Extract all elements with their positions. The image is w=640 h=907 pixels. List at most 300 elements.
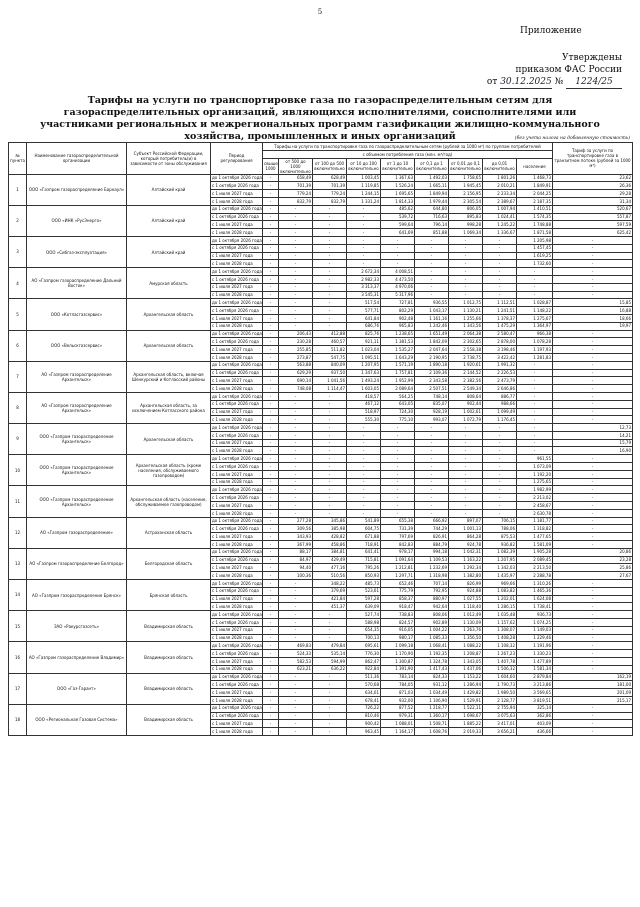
number-label: № (554, 77, 564, 87)
tariff-cell: - (415, 502, 449, 510)
tariff-cell: - (553, 275, 633, 283)
tariff-cell: 961,55 (517, 455, 553, 463)
tariff-cell: - (279, 728, 313, 736)
tariff-cell: 1 108,32 (483, 642, 517, 650)
tariff-cell: - (279, 307, 313, 315)
tariff-cell: - (553, 338, 633, 346)
tariff-cell: - (313, 673, 347, 681)
tariff-cell: 686,76 (347, 322, 381, 330)
tariff-cell: - (263, 650, 279, 658)
tariff-cell: 518,97 (347, 408, 381, 416)
tariff-cell: 808,64 (449, 392, 483, 400)
org-name: ООО «Газ-Гарант» (27, 673, 127, 704)
tariff-cell: 2 190,95 (415, 353, 449, 361)
tariff-cell: - (553, 502, 633, 510)
tariff-cell: - (263, 564, 279, 572)
period-cell: с 1 июля 2028 года (211, 260, 263, 268)
tariff-cell: 541,89 (347, 517, 381, 525)
tariff-cell: - (483, 275, 517, 283)
tariff-cell: 921,11 (347, 338, 381, 346)
tariff-cell: 201,09 (553, 689, 633, 697)
tariff-cell: - (313, 463, 347, 471)
tariff-cell: - (279, 455, 313, 463)
tariff-cell: 367,99 (279, 541, 313, 549)
tariff-cell: - (553, 658, 633, 666)
tariff-cell: - (381, 455, 415, 463)
tariff-cell: 2 549,34 (449, 385, 483, 393)
tariff-cell: 1 331,24 (347, 197, 381, 205)
tariff-cell: 1 330,23 (517, 650, 553, 658)
tariff-cell: 597,59 (553, 221, 633, 229)
tariff-cell: - (279, 611, 313, 619)
tariff-cell: 797,69 (381, 533, 415, 541)
tariff-cell: - (279, 673, 313, 681)
tariff-cell: 744,29 (415, 525, 449, 533)
tariff-cell: - (553, 236, 633, 244)
tariff-cell: 1 088,01 (381, 720, 415, 728)
tariff-cell: - (415, 431, 449, 439)
tariff-cell: 1 091,64 (381, 556, 415, 564)
tariff-cell: - (483, 494, 517, 502)
tariff-cell: 277,28 (279, 517, 313, 525)
tariff-cell: - (381, 244, 415, 252)
tariff-cell: - (279, 712, 313, 720)
tariff-cell: 2 019,33 (449, 728, 483, 736)
tariff-cell: - (263, 603, 279, 611)
tariff-cell: - (553, 346, 633, 354)
tariff-cell: - (313, 424, 347, 432)
tariff-cell: - (313, 307, 347, 315)
tariff-cell: 2 128,77 (483, 696, 517, 704)
tariff-cell: 875,53 (483, 533, 517, 541)
tariff-cell: 2 064,38 (449, 330, 483, 338)
tariff-cell: 634,01 (347, 689, 381, 697)
tariff-cell: 1 012,49 (449, 611, 483, 619)
tariff-cell: 206,43 (279, 330, 313, 338)
table-row (9, 673, 633, 681)
tariff-cell: 1 130,21 (449, 307, 483, 315)
tariff-cell: - (449, 478, 483, 486)
period-cell: с 1 июля 2028 года (211, 447, 263, 455)
tariff-cell: 858,37 (381, 595, 415, 603)
header-org: Наименование газораспределительной организации (27, 143, 127, 175)
tariff-cell: 564,25 (381, 392, 415, 400)
tariff-cell: - (279, 502, 313, 510)
tariff-cell: - (449, 447, 483, 455)
table-row (9, 361, 633, 369)
tariff-cell: 1 757,81 (381, 369, 415, 377)
tariff-cell: 2 382,56 (449, 377, 483, 385)
tariff-cell: 1 192,20 (517, 470, 553, 478)
period-cell: с 1 октября 2026 года (211, 431, 263, 439)
tariff-cell: - (263, 330, 279, 338)
tariff-cell: 1 408,28 (483, 634, 517, 642)
period-cell: с 1 октября 2026 года (211, 556, 263, 564)
org-name: ООО «Газпром газораспределение Архангельск» (27, 486, 127, 517)
row-number: 18 (9, 704, 27, 735)
region-name: Брянская область (127, 580, 211, 611)
tariff-cell: 604,75 (347, 525, 381, 533)
tariff-cell: 14,21 (553, 431, 633, 439)
tariff-cell: 1 212,81 (381, 564, 415, 572)
tariff-cell: 969,66 (483, 580, 517, 588)
tariff-cell: - (381, 502, 415, 510)
tariff-cell: - (553, 369, 633, 377)
period-cell: до 1 октября 2026 года (212, 518, 262, 524)
tariff-cell: 12,73 (553, 424, 633, 432)
tariff-cell: 458,86 (313, 541, 347, 549)
org-name: АО «Газпром газораспределение Дальний Восток» (27, 268, 127, 299)
row-number: 3 (9, 236, 27, 267)
table-row (9, 174, 633, 182)
period-cell: с 1 июля 2028 года (211, 572, 263, 580)
tariff-cell: 897,07 (449, 517, 483, 525)
tariff-cell: - (415, 470, 449, 478)
tariff-cell: - (483, 431, 517, 439)
tariff-cell: - (553, 268, 633, 276)
period-cell: с 1 июля 2027 года (211, 283, 263, 291)
tariff-cell: 671,88 (347, 533, 381, 541)
tariff-cell: 1 035,48 (483, 611, 517, 619)
tariff-cell: 1 197,93 (517, 346, 553, 354)
tariff-cell: - (415, 252, 449, 260)
tariff-cell: 1 905,28 (517, 548, 553, 556)
tariff-cell: 1 191,96 (517, 642, 553, 650)
tariff-cell: - (449, 431, 483, 439)
tariff-cell: - (553, 595, 633, 603)
period-cell: до 1 октября 2026 года (212, 362, 262, 368)
tariff-cell: 539,72 (381, 213, 415, 221)
period-cell: с 1 июля 2028 года (211, 634, 263, 642)
tariff-cell: - (347, 470, 381, 478)
tariff-cell: 1 027,55 (449, 595, 483, 603)
tariff-cell: - (279, 681, 313, 689)
tariff-cell: - (313, 611, 347, 619)
tariff-cell: - (517, 408, 553, 416)
org-name: ООО «Газпром газораспределение Барнаул» (27, 174, 127, 205)
tariff-cell: - (313, 634, 347, 642)
tariff-cell: - (279, 689, 313, 697)
tariff-cell: 862,47 (347, 658, 381, 666)
tariff-cell: - (313, 236, 347, 244)
tariff-cell: 1 410,51 (517, 205, 553, 213)
period-cell: с 1 октября 2026 года (211, 369, 263, 377)
tariff-cell: - (263, 509, 279, 517)
tariff-cell: 1 651,49 (415, 330, 449, 338)
tariff-cell: 993,07 (415, 416, 449, 424)
tariff-cell: 884,79 (415, 541, 449, 549)
tariff-cell: - (415, 268, 449, 276)
table-row (9, 580, 633, 588)
tariff-cell: - (553, 642, 633, 650)
tariff-cell: - (347, 502, 381, 510)
tariff-cell: 511,36 (347, 673, 381, 681)
tariff-cell: - (263, 252, 279, 260)
tariff-cell: 864,28 (449, 533, 483, 541)
tariff-cell: 1 310,26 (517, 580, 553, 588)
period-cell: с 1 июля 2028 года (211, 322, 263, 330)
tariff-cell: - (263, 377, 279, 385)
period-cell: с 1 июля 2028 года (211, 197, 263, 205)
tariff-cell: 485,73 (347, 580, 381, 588)
tariff-cell: 842,83 (381, 541, 415, 549)
tariff-cell: - (415, 509, 449, 517)
tariff-cell: - (263, 470, 279, 478)
tariff-cell: - (483, 502, 517, 510)
tariff-cell: - (553, 463, 633, 471)
tariff-cell: - (263, 314, 279, 322)
period-cell: с 1 июля 2027 года (211, 377, 263, 385)
tariff-cell: 1 106,90 (415, 696, 449, 704)
period-cell: с 1 июля 2027 года (211, 439, 263, 447)
tariff-cell: 706,15 (483, 517, 517, 525)
tariff-cell: 2 878,00 (483, 338, 517, 346)
period-cell: с 1 июля 2028 года (211, 385, 263, 393)
tariff-cell: - (279, 580, 313, 588)
period-cell: с 1 июля 2027 года (211, 720, 263, 728)
tariff-cell: - (517, 392, 553, 400)
tariff-cell: 84,97 (279, 556, 313, 564)
tariff-cell: 1 074,25 (517, 619, 553, 627)
tariff-cell: 2 187,35 (517, 197, 553, 205)
tariff-cell: 1 114,47 (313, 385, 347, 393)
tariff-cell: - (313, 229, 347, 237)
tariff-cell: 832,79 (279, 197, 313, 205)
tariff-cell: 577,71 (347, 307, 381, 315)
tariff-cell: - (347, 205, 381, 213)
tariff-cell: 1 300,87 (381, 658, 415, 666)
tariff-cell: 1 042,31 (449, 548, 483, 556)
tariff-cell: - (263, 338, 279, 346)
tariff-cell: - (279, 463, 313, 471)
tariff-cell: 2 233,34 (483, 190, 517, 198)
tariff-cell: 1 979,44 (415, 197, 449, 205)
tariff-cell: 792,95 (415, 587, 449, 595)
tariff-cell: - (263, 174, 279, 182)
tariff-cell: 588,98 (347, 619, 381, 627)
period-cell: с 1 октября 2026 года (211, 650, 263, 658)
region-name: Астраханская область (127, 517, 211, 548)
tariff-cell: 979,31 (381, 712, 415, 720)
tariff-cell: - (279, 408, 313, 416)
tariff-cell: - (313, 689, 347, 697)
org-name: АО «Газпром газораспределение Архангельск» (27, 361, 127, 392)
tariff-cell: - (313, 619, 347, 627)
region-name: Архангельская область (кроме населения, обслуживаемого газопроводом) (127, 455, 211, 486)
tariff-cell: 1 643,29 (381, 353, 415, 361)
tariff-cell: - (381, 463, 415, 471)
period-cell: с 1 июля 2028 года (211, 541, 263, 549)
tariff-cell: 902,44 (449, 400, 483, 408)
tariff-cell: 942,64 (415, 603, 449, 611)
tariff-cell: 1 118,40 (449, 603, 483, 611)
tariff-cell: 928,19 (415, 408, 449, 416)
tariff-cell: 1 364,97 (517, 322, 553, 330)
tariff-cell: 641,41 (347, 548, 381, 556)
tariff-cell: 421,84 (313, 595, 347, 603)
tariff-cell: - (553, 541, 633, 549)
tariff-cell: 428,82 (313, 533, 347, 541)
tariff-cell: 1 343,05 (449, 658, 483, 666)
period-cell: до 1 октября 2026 года (212, 549, 262, 555)
tariff-cell: 666,92 (415, 517, 449, 525)
tariff-cell: - (279, 275, 313, 283)
tariff-cell: - (415, 494, 449, 502)
tariff-cell: 1 153,22 (449, 673, 483, 681)
appendix-label: Приложение (520, 26, 582, 36)
table-row (9, 455, 633, 463)
tariff-cell: 451,37 (313, 603, 347, 611)
tariff-cell: 931,12 (415, 681, 449, 689)
tariff-cell: - (263, 556, 279, 564)
tariff-cell: - (381, 509, 415, 517)
row-number: 15 (9, 611, 27, 642)
period-cell: с 1 октября 2026 года (211, 619, 263, 627)
tariff-cell: - (553, 392, 633, 400)
tariff-cell: 701,39 (279, 182, 313, 190)
tariff-cell: 775,10 (381, 416, 415, 424)
tariff-cell: 810,46 (347, 712, 381, 720)
tariff-cell: 701,39 (313, 182, 347, 190)
tariff-cell: 1 012,75 (449, 299, 483, 307)
tariff-cell: 707,14 (415, 580, 449, 588)
tariff-cell: 2 302,65 (449, 338, 483, 346)
period-cell: до 1 октября 2026 года (212, 424, 262, 430)
tariff-cell: - (553, 580, 633, 588)
tariff-cell: 726,22 (347, 704, 381, 712)
tariff-cell: 524,33 (279, 650, 313, 658)
tariff-cell: - (381, 447, 415, 455)
org-name: ООО «Сибгаз-эксплуатация» (27, 236, 127, 267)
order-date: 30.12.2025 (500, 77, 552, 87)
tariff-cell: 936,55 (415, 299, 449, 307)
tariff-cell: - (381, 478, 415, 486)
tariff-cell: - (263, 611, 279, 619)
tariff-cell: - (415, 447, 449, 455)
tariff-cell: - (347, 494, 381, 502)
region-name: Архангельская область, за исключением Котласского района (127, 392, 211, 423)
tariff-cell: - (313, 268, 347, 276)
tariff-cell: - (449, 283, 483, 291)
org-name: ООО «ИНК «РусЭнерго» (27, 205, 127, 236)
tariff-cell: - (263, 400, 279, 408)
tariff-cell: - (263, 634, 279, 642)
tariff-cell: - (483, 455, 517, 463)
tariff-cell: - (263, 642, 279, 650)
tariff-cell: - (415, 463, 449, 471)
tariff-cell: - (449, 439, 483, 447)
tariff-cell: 1 286,15 (483, 603, 517, 611)
period-cell: с 1 июля 2028 года (211, 416, 263, 424)
tariff-cell: - (517, 361, 553, 369)
tariff-cell: - (347, 463, 381, 471)
tariff-cell: 1 695,65 (381, 190, 415, 198)
tariff-cell: 655,38 (381, 517, 415, 525)
period-cell: с 1 октября 2026 года (211, 494, 263, 502)
tariff-cell: 309,56 (279, 525, 313, 533)
tariff-cell: - (553, 587, 633, 595)
period-cell: с 1 октября 2026 года (211, 400, 263, 408)
region-name: Алтайский край (127, 174, 211, 205)
tariff-cell: 343,93 (279, 533, 313, 541)
table-row (9, 392, 633, 400)
tariff-cell: - (347, 244, 381, 252)
tariff-cell: 1 849,94 (415, 190, 449, 198)
tariff-cell: 511,82 (313, 346, 347, 354)
approved-line-2: приказом ФАС России (515, 65, 622, 75)
tariff-cell: 936,82 (483, 541, 517, 549)
tariff-cell: 695,61 (347, 642, 381, 650)
tariff-cell: - (313, 400, 347, 408)
tariff-cell: - (313, 213, 347, 221)
header-group-1: от 500 до 1000 включительно (280, 158, 311, 174)
period-cell: с 1 июля 2028 года (211, 353, 263, 361)
tariff-cell: - (279, 268, 313, 276)
tariff-cell: 582,53 (279, 658, 313, 666)
tariff-cell: 16,90 (553, 447, 633, 455)
tariff-cell: 690,14 (279, 377, 313, 385)
tariff-cell: - (263, 494, 279, 502)
tariff-cell: - (313, 283, 347, 291)
period-cell: до 1 октября 2026 года (212, 705, 262, 711)
tariff-cell: 716,63 (415, 213, 449, 221)
tariff-cell: 1 382,80 (449, 572, 483, 580)
tariff-cell: 1 360,17 (415, 712, 449, 720)
tariff-cell: 1 073,09 (517, 463, 553, 471)
tariff-cell: - (263, 502, 279, 510)
tariff-cell: - (279, 439, 313, 447)
tariff-cell: - (313, 455, 347, 463)
from-label: от (486, 77, 498, 87)
tariff-cell: 2 109,36 (415, 369, 449, 377)
tariff-cell: - (313, 447, 347, 455)
tariff-cell: 623,21 (279, 665, 313, 673)
tariff-cell: - (313, 494, 347, 502)
tariff-cell: - (415, 283, 449, 291)
tariff-cell: 806,05 (449, 205, 483, 213)
header-group-5: от 0,1 до 1 включительно (415, 158, 449, 174)
tariff-cell: 922,84 (347, 665, 381, 673)
tariff-cell: 2 879,84 (517, 673, 553, 681)
tariff-cell: - (483, 439, 517, 447)
period-cell: до 1 октября 2026 года (212, 206, 262, 212)
tariff-cell: - (347, 229, 381, 237)
tariff-cell: - (483, 424, 517, 432)
tariff-cell: 20,86 (553, 548, 633, 556)
tariff-cell: - (263, 533, 279, 541)
tariff-cell: 835,07 (415, 400, 449, 408)
tariff-cell: 1 437,06 (449, 665, 483, 673)
period-cell: с 1 июля 2028 года (211, 478, 263, 486)
tariff-cell: - (449, 236, 483, 244)
tariff-cell: 1 608,76 (415, 728, 449, 736)
period-cell: с 1 июля 2027 года (211, 626, 263, 634)
tariff-cell: - (415, 236, 449, 244)
region-name: Владимирская область (127, 611, 211, 642)
period-cell: с 1 июля 2027 года (211, 314, 263, 322)
tariff-cell: 840,09 (313, 361, 347, 369)
tariff-cell: 1 202,01 (483, 595, 517, 603)
tariff-cell: 1 041,56 (313, 377, 347, 385)
period-cell: с 1 июля 2027 года (211, 221, 263, 229)
tariff-cell: 1 242,46 (415, 322, 449, 330)
period-cell: до 1 октября 2026 года (212, 393, 262, 399)
tariff-cell: 523,61 (347, 587, 381, 595)
tariff-cell: 1 738,41 (517, 603, 553, 611)
tariff-cell: 643,05 (381, 400, 415, 408)
tariff-cell: - (263, 260, 279, 268)
tariff-cell: 230,28 (279, 338, 313, 346)
